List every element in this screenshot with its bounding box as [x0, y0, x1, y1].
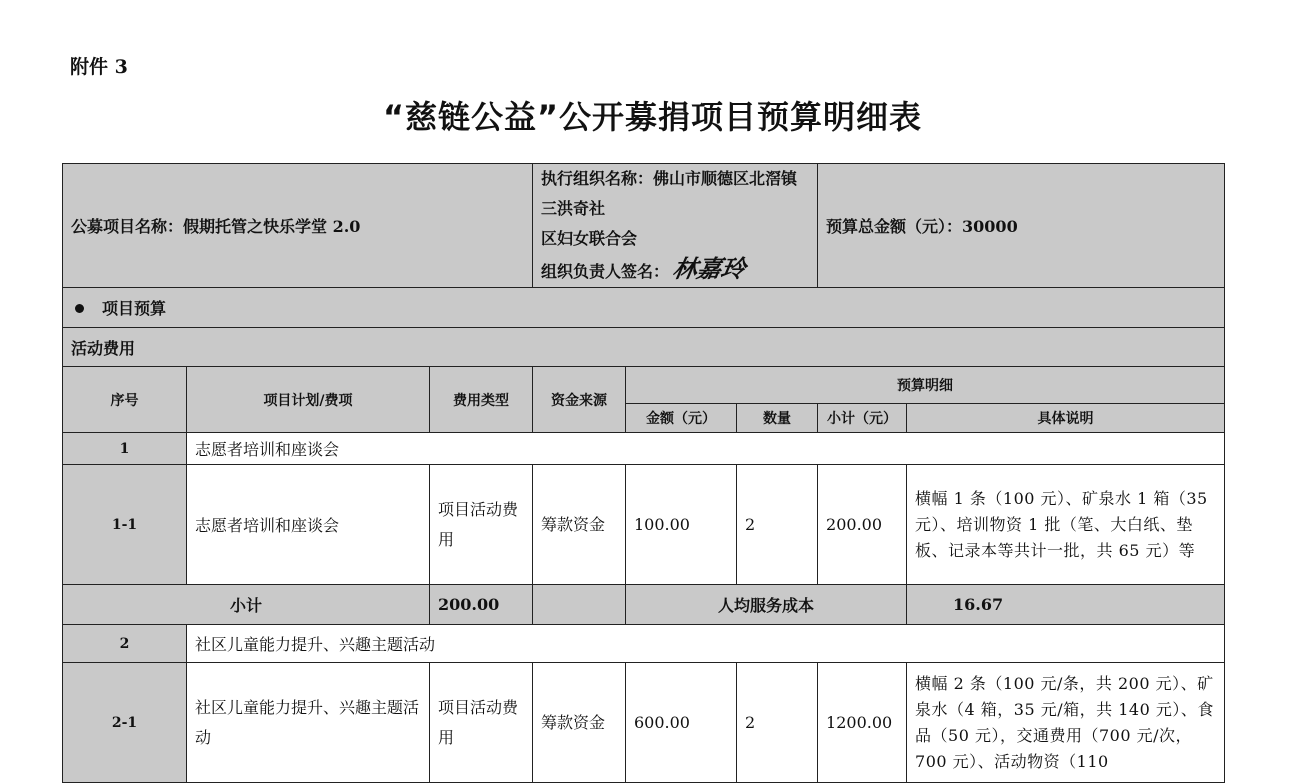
group-name: 志愿者培训和座谈会	[187, 433, 1225, 465]
table-row	[63, 465, 1225, 585]
row-amount: 100.00	[626, 465, 737, 585]
group-row	[63, 433, 1225, 465]
group-seq: 1	[63, 433, 187, 465]
row-quantity: 2	[737, 663, 818, 783]
info-row	[63, 164, 1225, 288]
section-cell	[63, 288, 1225, 328]
project-name-cell	[63, 164, 533, 288]
subsection-row	[63, 328, 1225, 367]
header-subtotal: 小计（元）	[818, 404, 907, 433]
signature-label: 组织负责人签名：	[541, 262, 670, 281]
per-capita-label: 人均服务成本	[626, 585, 907, 625]
budget-total: 预算总金额（元）：30000	[826, 217, 1018, 236]
subsection-label: 活动费用	[71, 338, 136, 358]
section-row	[63, 288, 1225, 328]
row-fund-source: 筹款资金	[533, 465, 626, 585]
summary-total: 200.00	[430, 585, 533, 625]
row-amount: 600.00	[626, 663, 737, 783]
row-seq: 2-1	[63, 663, 187, 783]
summary-empty	[533, 585, 626, 625]
bullet-icon	[75, 304, 84, 313]
header-item: 项目计划/费项	[187, 367, 430, 433]
org-cell	[533, 164, 818, 288]
group-name: 社区儿童能力提升、兴趣主题活动	[187, 625, 1225, 663]
summary-row	[63, 585, 1225, 625]
page-title: “慈链公益”公开募捐项目预算明细表	[382, 98, 923, 136]
header-budget-detail: 预算明细	[626, 367, 1225, 404]
header-quantity: 数量	[737, 404, 818, 433]
header-row-1	[63, 367, 1225, 404]
header-amount: 金额（元）	[626, 404, 737, 433]
group-row	[63, 625, 1225, 663]
row-subtotal: 200.00	[818, 465, 907, 585]
row-description: 横幅 2 条（100 元/条，共 200 元）、矿泉水（4 箱，35 元/箱，共 140 元）、食品（50 元），交通费用（700 元/次，700 元）、活动物资（110	[907, 663, 1225, 783]
header-fund-source: 资金来源	[533, 367, 626, 433]
row-description: 横幅 1 条（100 元）、矿泉水 1 箱（35 元）、培训物资 1 批（笔、大白纸、垫板、记录本等共计一批，共 65 元）等	[907, 465, 1225, 585]
row-quantity: 2	[737, 465, 818, 585]
project-name: 公募项目名称：假期托管之快乐学堂 2.0	[71, 217, 361, 236]
summary-label: 小计	[63, 585, 430, 625]
row-cost-type: 项目活动费用	[430, 663, 533, 783]
row-subtotal: 1200.00	[818, 663, 907, 783]
per-capita-value: 16.67	[907, 585, 1225, 625]
header-description: 具体说明	[907, 404, 1225, 433]
attachment-label: 附件 3	[70, 56, 128, 78]
row-fund-source: 筹款资金	[533, 663, 626, 783]
row-cost-type: 项目活动费用	[430, 465, 533, 585]
org-name-line1: 执行组织名称：佛山市顺德区北滘镇三洪奇社	[541, 169, 798, 218]
budget-table	[62, 163, 1225, 783]
section-label: 项目预算	[102, 299, 167, 318]
row-item: 社区儿童能力提升、兴趣主题活动	[187, 663, 430, 783]
subsection-cell	[63, 328, 1225, 367]
row-item: 志愿者培训和座谈会	[187, 465, 430, 585]
handwritten-signature: 林嘉玲	[670, 254, 748, 283]
table-row	[63, 663, 1225, 783]
group-seq: 2	[63, 625, 187, 663]
header-cost-type: 费用类型	[430, 367, 533, 433]
org-name-line2: 区妇女联合会	[541, 229, 638, 248]
signature-line	[541, 254, 809, 287]
row-seq: 1-1	[63, 465, 187, 585]
header-seq: 序号	[63, 367, 187, 433]
budget-total-cell	[818, 164, 1225, 288]
